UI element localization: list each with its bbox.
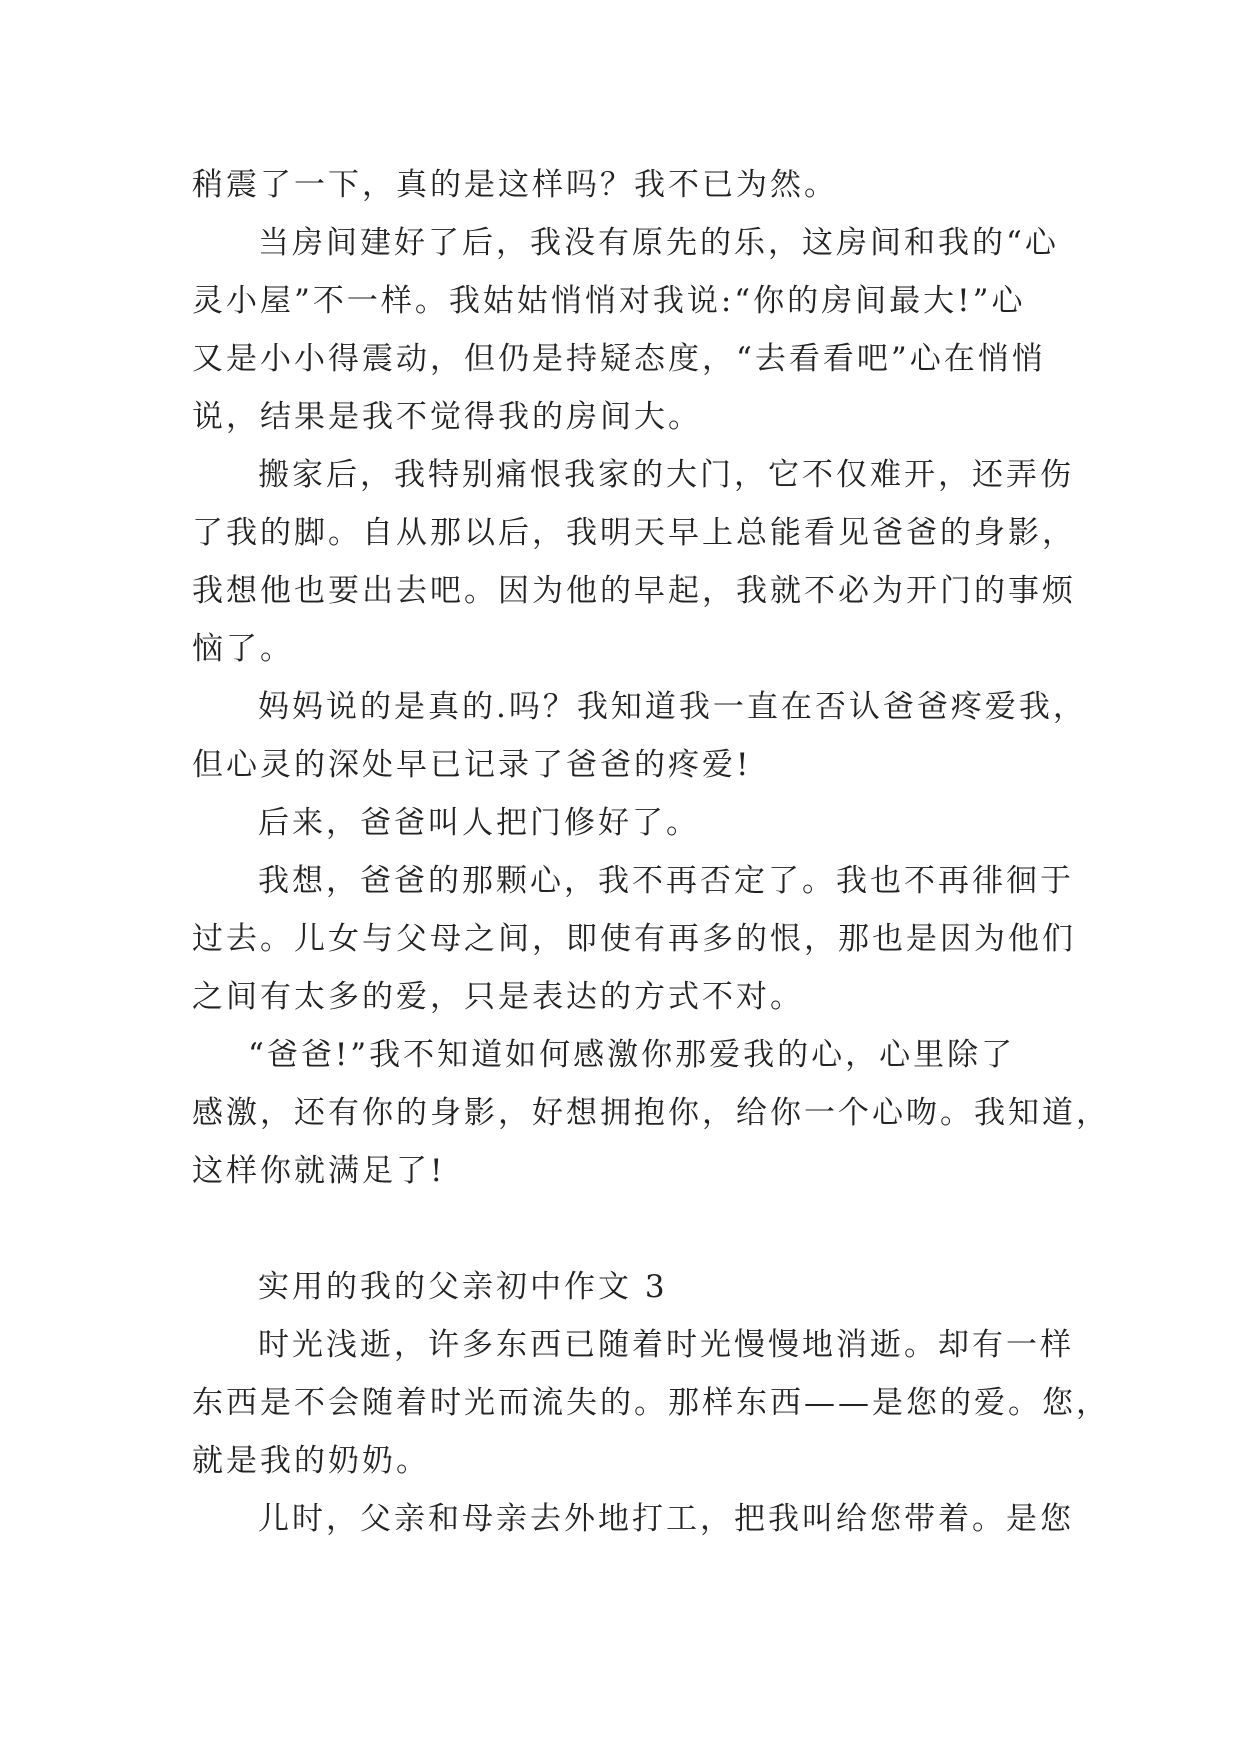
- section-title: 实用的我的父亲初中作文 3: [258, 1269, 668, 1305]
- text-line: 之间有太多的爱，只是表达的方式不对。: [192, 979, 804, 1015]
- text-line: 又是小小得震动，但仍是持疑态度，“去看看吧”心在悄悄: [192, 341, 1046, 377]
- text-line: 搬家后，我特别痛恨我家的大门，它不仅难开，还弄伤: [258, 457, 1074, 493]
- text-line: 我想，爸爸的那颗心，我不再否定了。我也不再徘徊于: [258, 863, 1074, 899]
- text-line: 了我的脚。自从那以后，我明天早上总能看见爸爸的身影，: [192, 515, 1076, 551]
- text-line: 这样你就满足了!: [192, 1153, 446, 1189]
- text-line: 稍震了一下，真的是这样吗？我不已为然。: [192, 167, 838, 203]
- text-line: 灵小屋”不一样。我姑姑悄悄对我说:“你的房间最大!”心: [192, 283, 1026, 319]
- text-line: 我想他也要出去吧。因为他的早起，我就不必为开门的事烦: [192, 573, 1076, 609]
- text-line: 说，结果是我不觉得我的房间大。: [192, 399, 702, 435]
- text-line: “爸爸!”我不知道如何感激你那爱我的心，心里除了: [248, 1037, 1016, 1073]
- text-line: 感激，还有你的身影，好想拥抱你，给你一个心吻。我知道，: [192, 1095, 1110, 1131]
- article-body: [192, 156, 1110, 1548]
- text-line: 恼了。: [192, 631, 294, 667]
- text-line: 后来，爸爸叫人把门修好了。: [258, 805, 700, 841]
- text-line: 东西是不会随着时光而流失的。那样东西——是您的爱。您，: [192, 1385, 1110, 1421]
- text-line: 儿时，父亲和母亲去外地打工，把我叫给您带着。是您: [258, 1501, 1074, 1537]
- text-line: 就是我的奶奶。: [192, 1443, 430, 1479]
- text-line: 妈妈说的是真的.吗？我知道我一直在否认爸爸疼爱我，: [258, 689, 1087, 725]
- text-line: 过去。儿女与父母之间，即使有再多的恨，那也是因为他们: [192, 921, 1076, 957]
- text-line: 当房间建好了后，我没有原先的乐，这房间和我的“心: [258, 225, 1059, 261]
- text-line: 但心灵的深处早已记录了爸爸的疼爱!: [192, 747, 752, 783]
- paragraph-gap: [192, 1200, 1072, 1258]
- text-line: 时光浅逝，许多东西已随着时光慢慢地消逝。却有一样: [258, 1327, 1074, 1363]
